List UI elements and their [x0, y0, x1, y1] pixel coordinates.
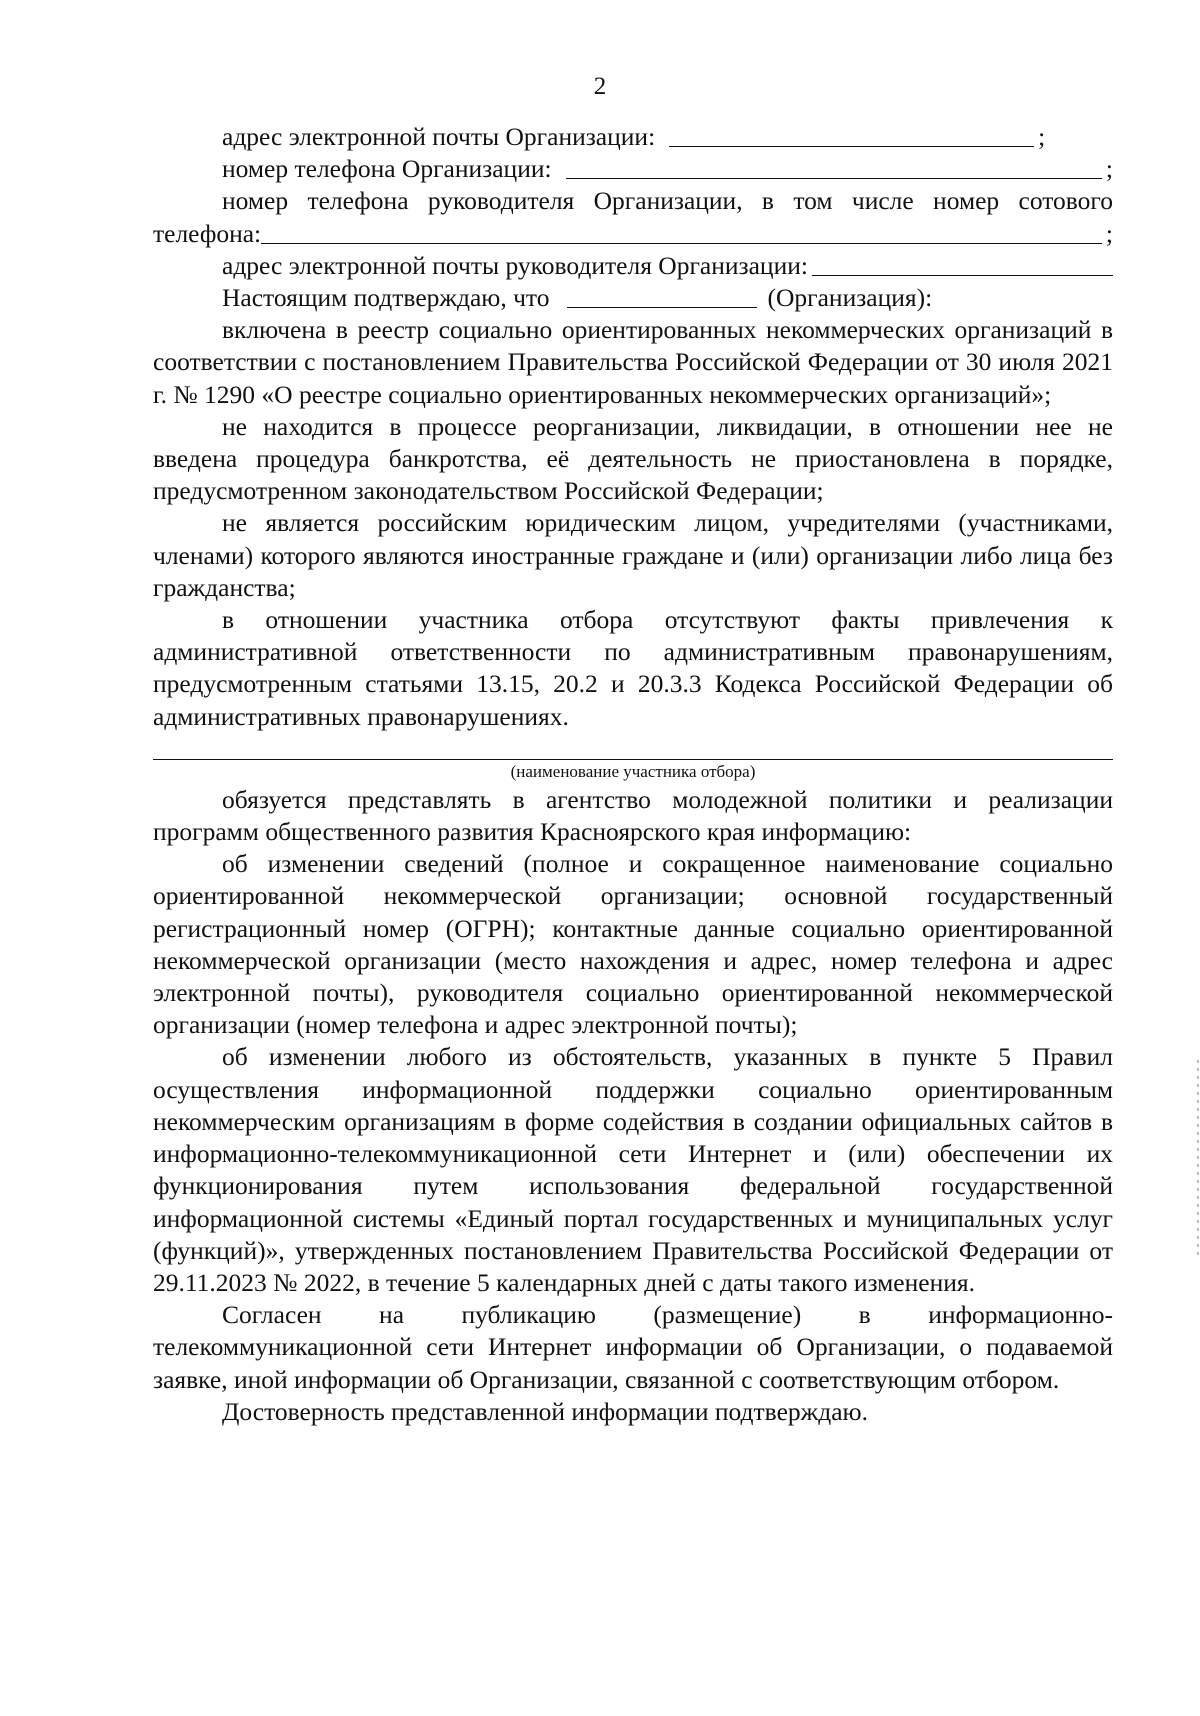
scan-edge-mark: [1197, 1060, 1199, 1260]
paragraph-registry: включена в реестр социально ориентированных некоммерческих организаций в соответствии с постановлением Правительства Российской Федерации от 30 июля 2021 г. № 1290 «О реестре социально ориентированных некоммерческих организаций»;: [153, 315, 1113, 409]
head-phone-label-line: номер телефона руководителя Организации, в том числе номер сотового: [222, 186, 1113, 216]
confirm-prefix: Настоящим подтверждаю, что: [222, 283, 550, 313]
org-email-label: адрес электронной почты Организации:: [222, 122, 656, 151]
org-email-semicolon: ;: [1038, 122, 1046, 151]
participant-name-caption: (наименование участника отбора): [510, 761, 756, 781]
org-email-field: [153, 121, 1113, 153]
page-number: 2: [593, 73, 607, 100]
head-phone-blank[interactable]: [261, 219, 1102, 244]
org-email-blank[interactable]: [669, 122, 1034, 147]
org-phone-field: [153, 153, 1113, 185]
head-phone-label: телефона:: [153, 218, 262, 248]
participant-name-blank[interactable]: [153, 759, 1113, 760]
paragraph-foreign-founders: не является российским юридическим лицом, учредителями (участниками, членами) которого являются иностранные граждане и (или) организации либо лица без гражданства;: [153, 508, 1113, 602]
paragraph-changes-info: об изменении сведений (полное и сокращенное наименование социально ориентированной некоммерческой организации; основной государственный регистрационный номер (ОГРН); контактные данные социально ориентированной некоммерческой организации (место нахождения и адрес, номер телефона и адрес электронной почты), руководителя социально ориентированной некоммерческой организации (номер телефона и адрес электронной почты);: [153, 849, 1113, 1040]
org-phone-blank[interactable]: [566, 154, 1102, 179]
organization-name-blank[interactable]: [567, 283, 757, 308]
paragraph-reorganization: не находится в процессе реорганизации, ликвидации, в отношении нее не введена процедура банкротства, её деятельность не приостановлена в порядке, предусмотренном законодательством Российской Федерации;: [153, 411, 1113, 506]
head-phone-field: [153, 218, 1113, 250]
head-email-label: адрес электронной почты руководителя Организации:: [222, 250, 808, 280]
paragraph-administrative-liability: в отношении участника отбора отсутствуют факты привлечения к административной ответственности по административным правонарушениям, предусмотренным статьями 13.15, 20.2 и 20.3.3 Кодекса Российской Федерации об административных правонарушениях.: [153, 605, 1113, 731]
confirm-suffix: (Организация):: [767, 283, 933, 313]
head-email-blank[interactable]: [812, 251, 1113, 276]
paragraph-obligation: обязуется представлять в агентство молодежной политики и реализации программ общественного развития Красноярского края информацию:: [153, 784, 1113, 847]
org-phone-label: номер телефона Организации:: [222, 154, 552, 184]
head-phone-semicolon: ;: [1105, 218, 1113, 248]
paragraph-changes-circumstances: об изменении любого из обстоятельств, указанных в пункте 5 Правил осуществления информационной поддержки социально ориентированным некоммерческим организациям в форме содействия в создании официальных сайтов в информационно-телекоммуникационной сети Интернет и (или) обеспечении их функционирования путем использования федеральной государственной информационной системы «Единый портал государственных и муниципальных услуг (функций)», утвержденных постановлением Правительства Российской Федерации от 29.11.2023 № 2022, в течение 5 календарных дней с даты такого изменения.: [153, 1042, 1113, 1297]
head-email-field: [153, 250, 1113, 282]
confirm-line: [153, 282, 1113, 314]
document-body: [153, 121, 1113, 1428]
paragraph-accuracy-confirmation: Достоверность представленной информации подтверждаю.: [222, 1396, 868, 1426]
paragraph-publication-consent: Согласен на публикацию (размещение) в информационно-телекоммуникационной сети Интернет информации об Организации, о подаваемой заявке, иной информации об Организации, связанной с соответствующим отбором.: [153, 1300, 1113, 1394]
org-phone-semicolon: ;: [1105, 154, 1113, 184]
